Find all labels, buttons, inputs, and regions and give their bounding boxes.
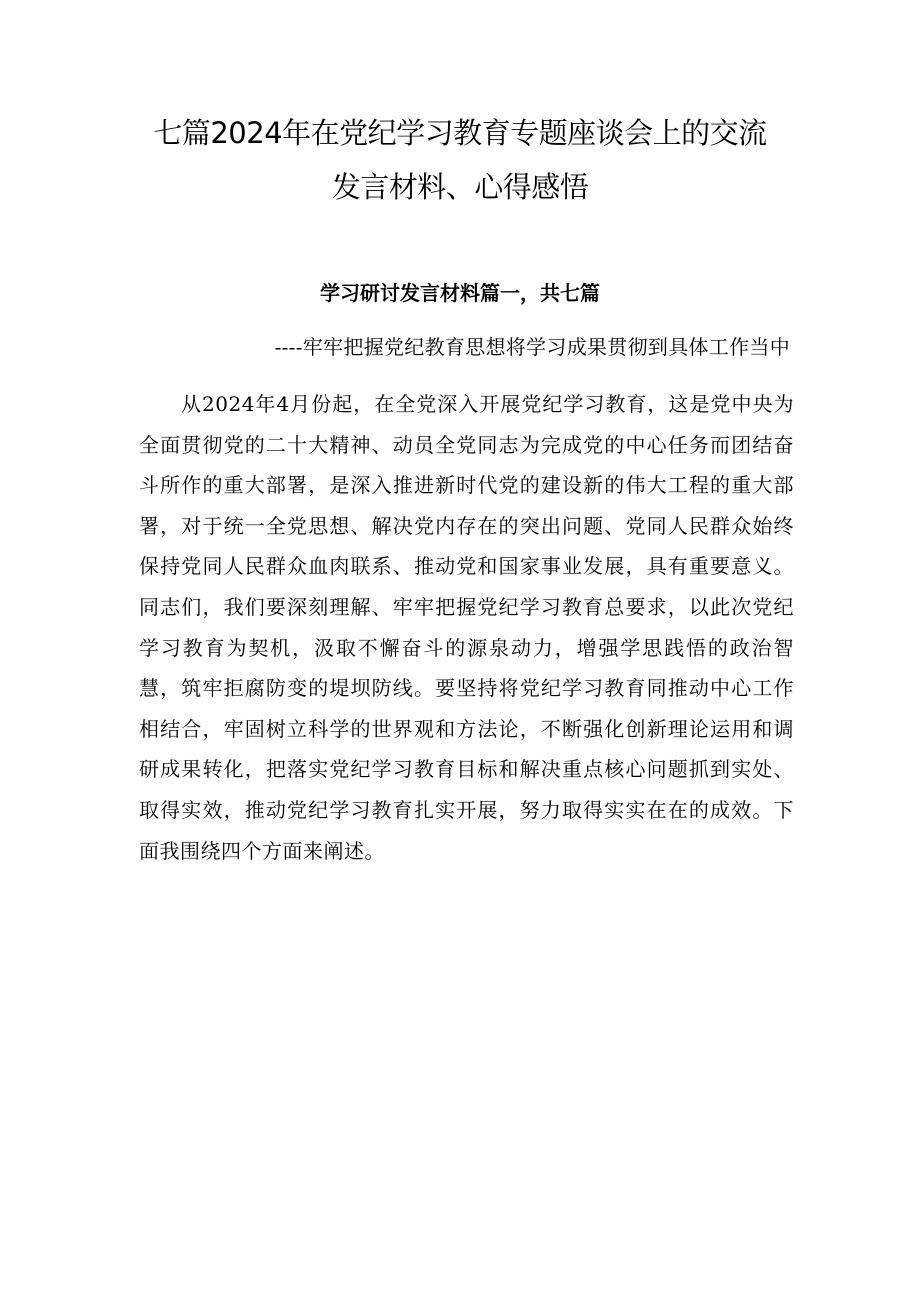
document-title-line-1: 七篇2024年在党纪学习教育专题座谈会上的交流 <box>153 116 767 150</box>
document-title-line-2: 发言材料、心得感悟 <box>331 170 589 204</box>
section-subtitle: ----牢牢把握党纪教育思想将学习成果贯彻到具体工作当中 <box>274 335 790 359</box>
section-heading: 学习研讨发言材料篇一，共七篇 <box>320 281 600 305</box>
body-paragraph: 从2024年4月份起，在全党深入开展党纪学习教育，这是党中央为全面贯彻党的二十大精神、动员全党同志为完成党的中心任务而团结奋斗所作的重大部署，是深入推进新时代党的建设新的伟大工程的重大部署，对于统一全党思想、解决党内存在的突出问题、党同人民群众始终保持党同人民群众血肉联系、推动党和国家事业发展，具有重要意义。同志们，我们要深刻理解、牢牢把握党纪学习教育总要求，以此次党纪学习教育为契机，汲取不懈奋斗的源泉动力，增强学思践悟的政治智慧，筑牢拒腐防变的堤坝防线。要坚持将党纪学习教育同推动中心工作相结合，牢固树立科学的世界观和方法论，不断强化创新理论运用和调研成果转化，把落实党纪学习教育目标和解决重点核心问题抓到实处、取得实效，推动党纪学习教育扎实开展，努力取得实实在在的成效。下面我围绕四个方面来阐述。 <box>139 392 794 863</box>
